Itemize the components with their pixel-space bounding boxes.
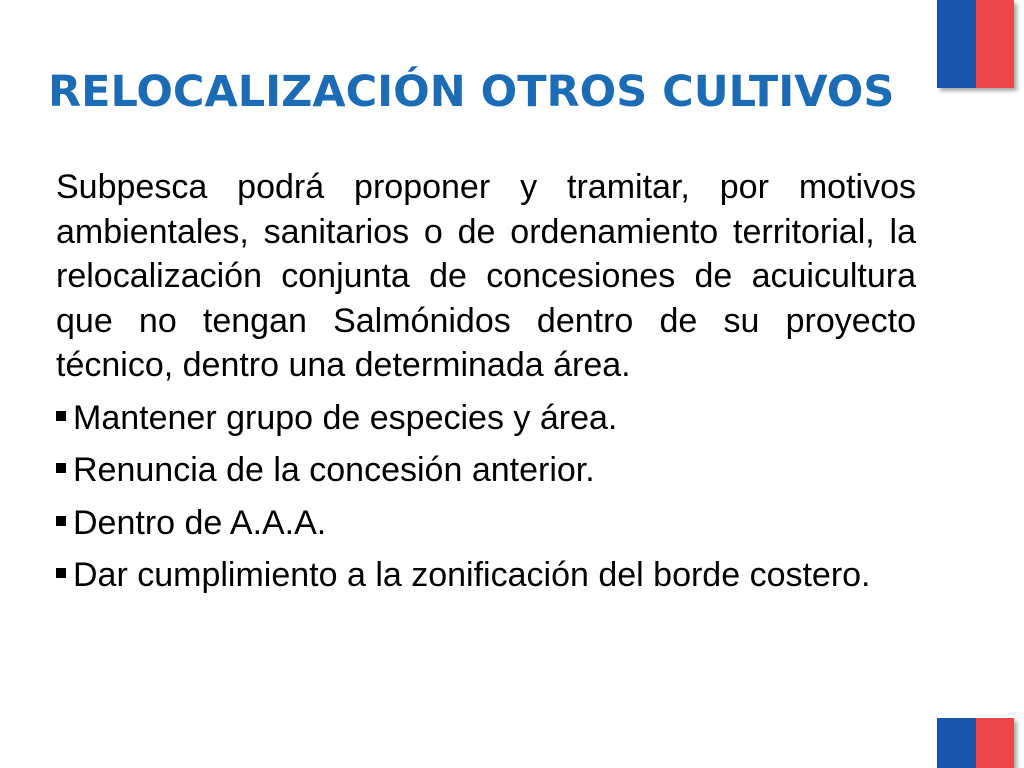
square-bullet-icon	[56, 411, 66, 421]
intro-line: relocalización conjunta de concesiones de acuicultura	[56, 257, 916, 295]
bullet-list	[56, 396, 916, 598]
bullet-item	[56, 553, 916, 598]
corner-flag-bottom-icon	[937, 718, 1014, 768]
slide-body	[56, 165, 916, 598]
intro-line: ambientales, sanitarios o de ordenamiento territorial, la	[56, 212, 916, 251]
intro-paragraph	[56, 165, 916, 388]
intro-line: que no tengan Salmónidos dentro de su proyecto	[56, 301, 916, 340]
bullet-item	[56, 448, 916, 493]
square-bullet-icon	[56, 463, 66, 473]
flag-red-stripe	[976, 0, 1014, 88]
intro-line: técnico, dentro una determinada área.	[56, 346, 631, 384]
square-bullet-icon	[56, 568, 66, 578]
bullet-text: Dentro de A.A.A.	[73, 503, 327, 542]
flag-blue-stripe	[937, 0, 976, 88]
slide-title: RELOCALIZACIÓN OTROS CULTIVOS	[48, 67, 895, 117]
bullet-item	[56, 396, 916, 441]
bullet-item	[56, 501, 916, 546]
flag-blue-stripe	[937, 718, 976, 768]
intro-line: Subpesca podrá proponer y tramitar, por motivos	[56, 168, 916, 206]
square-bullet-icon	[56, 516, 66, 526]
flag-red-stripe	[976, 718, 1014, 768]
bullet-text: Dar cumplimiento a la zonificación del borde costero.	[73, 556, 871, 594]
bullet-text: Mantener grupo de especies y área.	[73, 398, 618, 437]
corner-flag-top-icon	[937, 0, 1014, 88]
bullet-text: Renuncia de la concesión anterior.	[73, 451, 595, 489]
